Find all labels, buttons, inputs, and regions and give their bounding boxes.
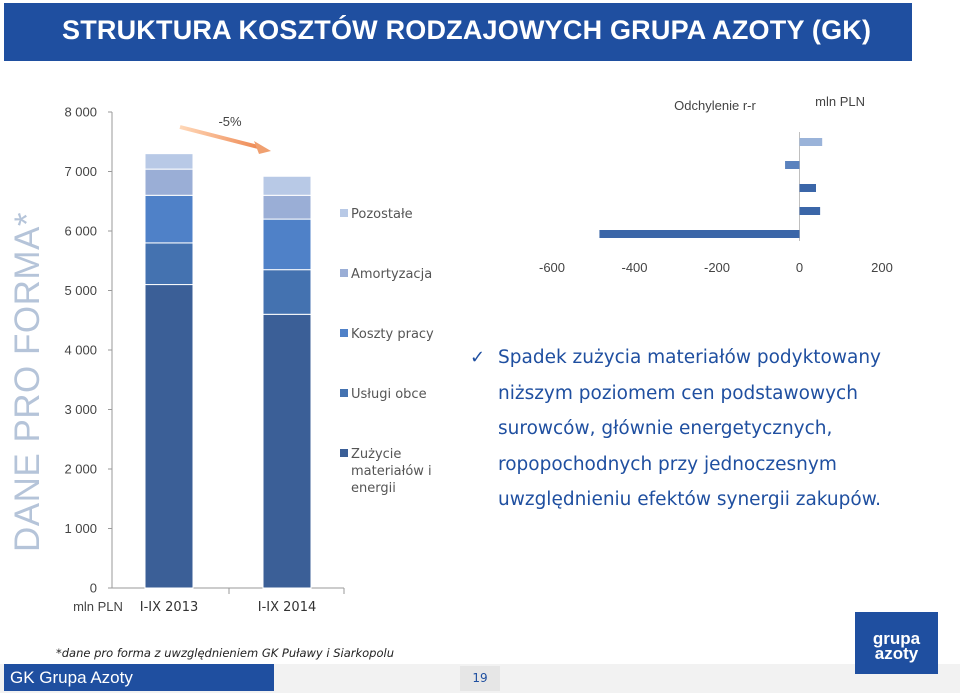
legend-swatch-koszty-pracy <box>340 329 348 337</box>
y-tick-label: 0 <box>89 580 97 596</box>
commentary-text: Spadek zużycia materiałów podyktowany niższym poziomem cen podstawowych surowców, głównie energetycznych, ropopochodnych przy jednoczesnym uwzględnieniu efektów synergii zakupów. <box>498 347 882 510</box>
y-tick-label: 6 000 <box>64 223 97 239</box>
pro-forma-watermark: DANE PRO FORMA* <box>8 211 47 553</box>
commentary-bullet <box>470 340 910 518</box>
y-tick-label: 3 000 <box>64 402 97 417</box>
change-arrow-icon <box>180 127 258 147</box>
bar-segment-koszty-pracy <box>145 195 193 243</box>
footnote: *dane pro forma z uwzględnieniem GK Puławy i Siarkopolu <box>56 646 395 660</box>
change-annotation: -5% <box>218 114 242 129</box>
y-tick-label: 5 000 <box>64 283 97 298</box>
legend-swatch-pozosta-e <box>340 209 348 217</box>
deviation-bar-koszty-pracy <box>800 184 817 192</box>
page-number: 19 <box>460 666 500 691</box>
bar-segment-amortyzacja <box>145 169 193 195</box>
legend-swatch-amortyzacja <box>340 269 348 277</box>
y-tick-label: 1 000 <box>64 521 97 536</box>
bar-segment-us-ugi-obce <box>263 270 311 315</box>
bar-segment-pozosta-e <box>145 154 193 169</box>
legend-label-zu-ycie-materia-w-i-energii: Zużycie materiałów i energii <box>351 447 432 496</box>
legend-swatch-us-ugi-obce <box>340 389 348 397</box>
unit-label: mln PLN <box>73 599 123 614</box>
deviation-bar-zu-ycie-materia-w-i-energii <box>599 230 799 238</box>
y-tick-label: 7 000 <box>64 164 97 179</box>
bar-segment-amortyzacja <box>263 195 311 219</box>
logo-line-1: grupa <box>872 629 921 648</box>
page-title: STRUKTURA KOSZTÓW RODZAJOWYCH GRUPA AZOTY (GK) <box>62 15 872 45</box>
deviation-bar-chart <box>539 94 893 275</box>
category-label: I-IX 2013 <box>139 600 199 615</box>
footer-brand <box>4 664 274 691</box>
bar-segment-us-ugi-obce <box>145 243 193 285</box>
y-tick-label: 2 000 <box>64 461 97 477</box>
legend-label-koszty-pracy: Koszty pracy <box>351 327 434 342</box>
x-tick-label: 0 <box>795 260 804 275</box>
bar-segment-zu-ycie-materia-w-i-energii <box>263 314 311 588</box>
x-tick-label: -200 <box>703 260 731 275</box>
checkmark-icon: ✓ <box>470 347 486 368</box>
logo-line-2: azoty <box>874 644 919 663</box>
grupa-azoty-logo <box>855 612 938 674</box>
y-tick-label: 8 000 <box>64 104 97 120</box>
x-tick-label: -600 <box>538 260 566 275</box>
footer-brand-text: GK Grupa Azoty <box>10 668 133 687</box>
bar-segment-koszty-pracy <box>263 219 311 270</box>
deviation-bar-amortyzacja <box>785 161 799 169</box>
bar-segment-zu-ycie-materia-w-i-energii <box>145 285 193 588</box>
legend-label-us-ugi-obce: Usługi obce <box>351 387 427 402</box>
y-tick-label: 4 000 <box>64 342 97 358</box>
legend-label-amortyzacja: Amortyzacja <box>351 267 433 282</box>
deviation-chart-title: Odchylenie r-r <box>674 98 756 113</box>
legend-label-pozosta-e: Pozostałe <box>351 207 413 222</box>
bar-segment-pozosta-e <box>263 176 311 195</box>
x-tick-label: 200 <box>871 260 893 275</box>
deviation-bar-us-ugi-obce <box>800 207 821 215</box>
deviation-unit-label: mln PLN <box>815 94 865 109</box>
category-label: I-IX 2014 <box>257 600 317 615</box>
stacked-bar-chart <box>64 105 434 616</box>
x-tick-label: -400 <box>621 260 648 275</box>
deviation-bar-pozosta-e <box>800 138 823 146</box>
change-arrow-head-icon <box>254 141 271 154</box>
legend-swatch-zu-ycie-materia-w-i-energii <box>340 449 348 457</box>
